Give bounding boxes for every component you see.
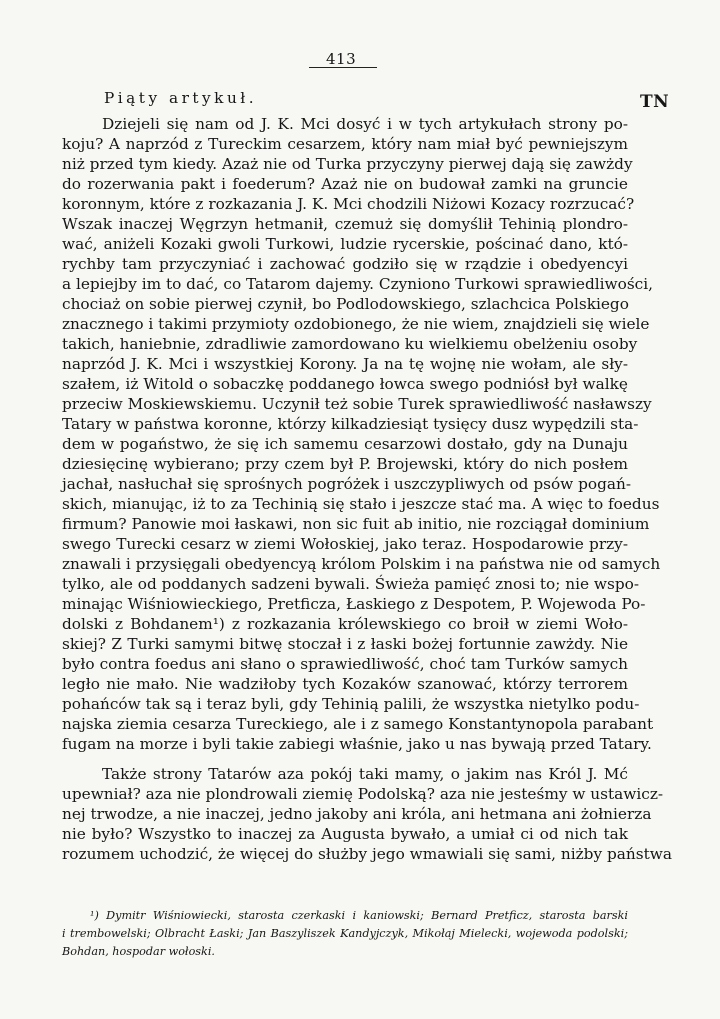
text-line: Dziejeli się nam od J. K. Mci dosyć i w tych artykułach strony po-: [102, 115, 628, 133]
text-line: tylko, ale od poddanych sadzeni bywali. Świeża pamięć znosi to; nie wspo-: [62, 575, 640, 593]
text-line: rozumem uchodzić, że więcej do służby jego wmawiali się sami, niżby państwa: [62, 845, 672, 863]
text-line: znacznego i takimi przymioty ozdobionego, że nie wiem, znajdzieli się wiele: [62, 315, 650, 333]
text-line: Także strony Tatarów aza pokój taki mamy, o jakim nas Król J. Mć: [102, 765, 628, 783]
text-line: legło nie mało. Nie wadziłoby tych Kozaków szanować, którzy terrorem: [62, 675, 628, 693]
text-line: skich, mianując, iż to za Techinią się stało i jeszcze stać ma. A więc to foedus: [62, 495, 660, 513]
text-line: pohańców tak są i teraz byli, gdy Tehinią palili, że wszystka nietylko podu-: [62, 695, 640, 713]
text-line: przeciw Moskiewskiemu. Uczynił też sobie Turek sprawiedliwość nasławszy: [62, 395, 652, 413]
text-line: dziesięcinę wybierano; przy czem był P. Brojewski, który do nich posłem: [62, 455, 628, 473]
footnote-line: i trembowelski; Olbracht Łaski; Jan Baszyliszek Kandyjczyk, Mikołaj Mielecki, wojewoda podolski;: [62, 927, 628, 940]
text-line: najska ziemia cesarza Tureckiego, ale i z samego Konstantynopola parabant: [62, 715, 654, 733]
text-line: Wszak inaczej Węgrzyn hetmanił, czemuż się domyślił Tehinią plondro-: [62, 215, 628, 233]
page-number-rule: [309, 67, 377, 68]
text-line: skiej? Z Turki samymi bitwę stoczał i z łaski bożej fortunnie zawżdy. Nie: [62, 635, 628, 653]
footnote-line: Bohdan, hospodar wołoski.: [62, 945, 215, 958]
text-line: nej trwodze, a nie inaczej, jedno jakoby ani króla, ani hetmana ani żołnierza: [62, 805, 652, 823]
text-line: szałem, iż Witold o sobaczkę poddanego łowca swego podniósł był walkę: [62, 375, 628, 393]
text-line: firmum? Panowie moi łaskawi, non sic fuit ab initio, nie rozciągał dominium: [62, 515, 650, 533]
text-line: rychby tam przyczyniać i zachować godziło się w rządzie i obedyencyi: [62, 255, 628, 273]
text-line: Tatary w państwa koronne, którzy kilkadziesiąt tysięcy dusz wypędzili sta-: [62, 415, 639, 433]
text-line: chociaż on sobie pierwej czynił, bo Podlodowskiego, szlachcica Polskiego: [62, 295, 629, 313]
text-line: koju? A naprzód z Tureckim cesarzem, który nam miał być pewniejszym: [62, 135, 628, 153]
footnote-line: ¹) Dymitr Wiśniowiecki, starosta czerkaski i kaniowski; Bernard Pretficz, starosta barski: [90, 909, 628, 922]
text-line: było contra foedus ani słano o sprawiedliwość, choć tam Turków samych: [62, 655, 628, 673]
text-line: znawali i przysięgali obedyencyą królom Polskim i na państwa nie od samych: [62, 555, 661, 573]
text-line: jachał, nasłuchał się sprośnych pogróżek i uszczypliwych od psów pogań-: [62, 475, 632, 493]
text-line: a lepiejby im to dać, co Tatarom dajemy. Czyniono Turkowi sprawiedliwości,: [62, 275, 654, 293]
text-line: upewniał? aza nie plondrowali ziemię Podolską? aza nie jesteśmy w ustawicz-: [62, 785, 664, 803]
text-line: koronnym, które z rozkazania J. K. Mci chodzili Niżowi Kozacy rozrzucać?: [62, 195, 635, 213]
text-line: fugam na morze i byli takie zabiegi właśnie, jako u nas bywają przed Tatary.: [62, 735, 652, 753]
text-line: swego Turecki cesarz w ziemi Wołoskiej, jako teraz. Hospodarowie przy-: [62, 535, 628, 553]
text-line: do rozerwania pakt i foederum? Azaż nie on budował zamki na gruncie: [62, 175, 628, 193]
section-heading: Piąty artykuł.: [104, 89, 258, 107]
text-line: dem w pogaństwo, że się ich samemu cesarzowi dostało, gdy na Dunaju: [62, 435, 628, 453]
text-line: minając Wiśniowieckiego, Pretficza, Łaskiego z Despotem, P. Wojewoda Po-: [62, 595, 646, 613]
page-number: 413: [326, 50, 357, 68]
text-line: niż przed tym kiedy. Azaż nie od Turka przyczyny pierwej dają się zawżdy: [62, 155, 633, 173]
margin-mark: TN: [640, 92, 670, 112]
text-line: wać, aniżeli Kozaki gwoli Turkowi, ludzie rycerskie, pościnać dano, któ-: [62, 235, 628, 253]
text-line: takich, haniebnie, zdradliwie zamordowano ku wielkiemu obelżeniu osoby: [62, 335, 638, 353]
text-line: naprzód J. K. Mci i wszystkiej Korony. Ja na tę wojnę nie wołam, ale sły-: [62, 355, 628, 373]
text-line: nie było? Wszystko to inaczej za Augusta bywało, a umiał ci od nich tak: [62, 825, 628, 843]
text-line: dolski z Bohdanem¹) z rozkazania królewskiego co broił w ziemi Woło-: [62, 615, 628, 633]
